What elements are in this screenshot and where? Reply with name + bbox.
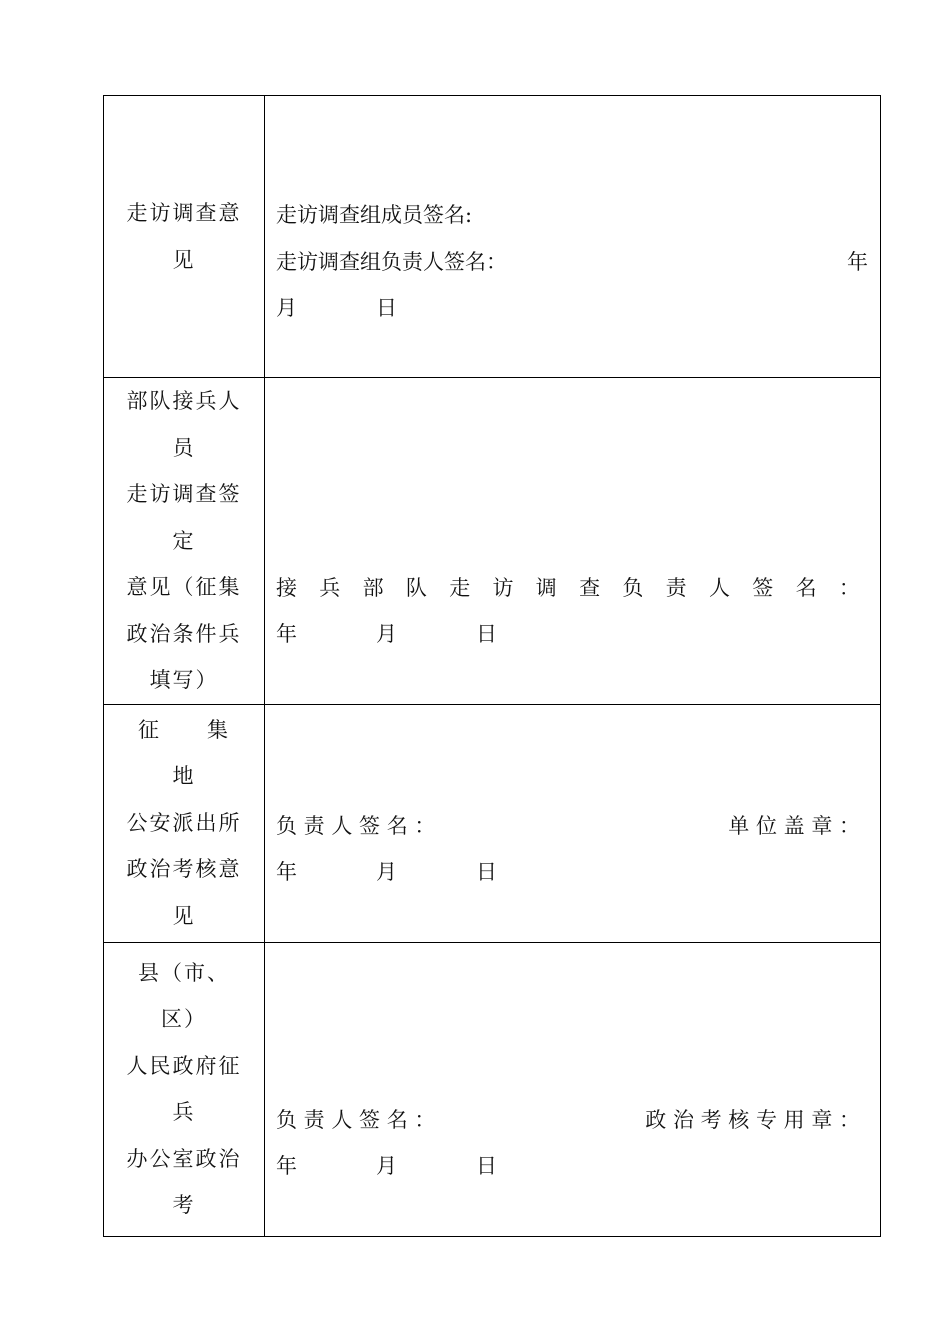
row-label-police-opinion	[104, 704, 265, 942]
row-label-visit-opinion	[104, 96, 265, 378]
label-line: 填写）	[149, 668, 219, 692]
row-content-troop-opinion	[265, 378, 881, 705]
label-line: 走访调查签	[126, 482, 242, 506]
label-line: 政治条件兵	[126, 621, 242, 646]
responsible-signature-label: 负 责 人 签 名 ：	[276, 813, 436, 838]
year-label: 年	[276, 1153, 297, 1178]
month-label: 月	[376, 1153, 397, 1178]
label-line: 公安派出所	[126, 810, 242, 835]
row-content-police-opinion	[265, 704, 881, 942]
responsible-signature-label: 负 责 人 签 名 ：	[276, 1107, 436, 1132]
member-signature-label: 走访调查组成员签名:	[276, 203, 473, 227]
year-label: 年	[276, 859, 297, 884]
month-label: 月	[376, 859, 397, 884]
label-line: 地	[172, 764, 196, 789]
row-label-troop-opinion	[104, 378, 265, 705]
label-line: 兵	[172, 1100, 196, 1124]
year-label: 年	[276, 621, 297, 646]
label-line: 走访调查意	[126, 201, 242, 225]
label-line: 人民政府征	[126, 1053, 242, 1078]
day-label: 日	[476, 859, 497, 884]
unit-stamp-label: 单 位 盖 章 ：	[728, 813, 860, 838]
row-label-government-opinion	[104, 942, 265, 1236]
label-line: 意见（征集	[126, 575, 242, 599]
label-line: 定	[172, 528, 196, 553]
troop-signature-label: 接 兵 部 队 走 访 调 查 负 责 人 签 名 ：	[276, 575, 860, 600]
row-content-visit-opinion	[265, 96, 881, 378]
day-label: 日	[476, 1153, 497, 1178]
month-label: 月	[276, 296, 297, 320]
table-row-government-opinion	[104, 942, 881, 1236]
label-line: 政治考核意	[126, 857, 242, 882]
label-line: 见	[172, 247, 196, 272]
day-label: 日	[476, 621, 497, 646]
label-line: 县（市、	[138, 960, 230, 985]
label-line: 部队接兵人	[126, 389, 242, 413]
leader-signature-label: 走访调查组负责人签名：	[276, 250, 507, 274]
label-line: 征 集	[138, 717, 230, 742]
political-review-form-table	[103, 95, 881, 1237]
label-line: 区）	[161, 1007, 207, 1031]
label-line: 见	[172, 903, 196, 928]
label-line: 办公室政治	[126, 1146, 242, 1171]
label-line: 考	[172, 1193, 196, 1217]
row-content-government-opinion	[265, 942, 881, 1236]
year-label: 年	[847, 250, 868, 274]
month-label: 月	[376, 621, 397, 646]
table-row-police-opinion	[104, 704, 881, 942]
day-label: 日	[376, 296, 397, 320]
table-row-visit-opinion	[104, 96, 881, 378]
political-review-stamp-label: 政 治 考 核 专 用 章 ：	[645, 1107, 860, 1132]
table-row-troop-opinion	[104, 378, 881, 705]
label-line: 员	[172, 435, 196, 460]
